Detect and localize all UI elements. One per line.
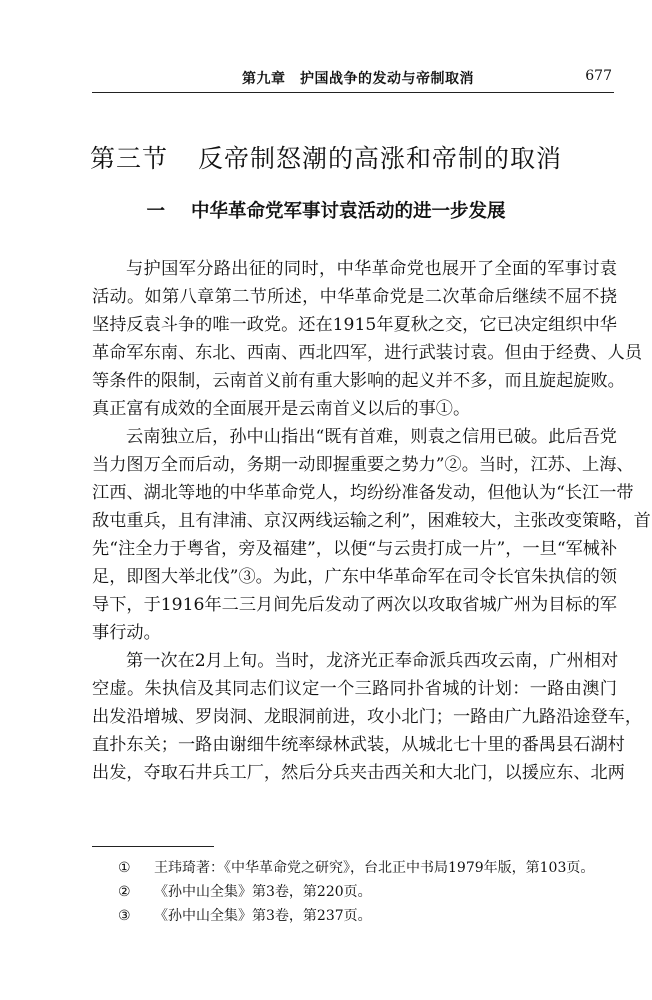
- body-line: 与护国军分路出征的同时，中华革命党也展开了全面的军事讨袁: [126, 259, 617, 279]
- running-head-chapter: 第九章 护国战争的发动与帝制取消: [242, 71, 474, 87]
- footnote-mark: ③: [118, 908, 131, 924]
- footnote: [118, 880, 594, 904]
- footnotes: [118, 856, 594, 928]
- body-line: 云南独立后，孙中山指出“既有首难，则袁之信用已破。此后吾党: [126, 427, 617, 447]
- body-text: [92, 255, 651, 787]
- section-number: 第三节: [89, 144, 168, 173]
- body-line: 出发沿增城、罗岗洞、龙眼洞前进，攻小北门；一路由广九路沿途登车，: [92, 707, 643, 727]
- section-title: [0, 139, 652, 175]
- subsection-title-text: 中华革命党军事讨袁活动的进一步发展: [191, 201, 506, 222]
- body-line: 革命军东南、东北、西南、西北四军，进行武装讨袁。但由于经费、人员: [92, 343, 643, 363]
- body-line: 真正富有成效的全面展开是云南首义以后的事①。: [92, 399, 471, 419]
- body-line: 空虚。朱执信及其同志们议定一个三路同扑省城的计划：一路由澳门: [92, 679, 617, 699]
- running-head: [92, 64, 612, 88]
- body-line: 足，即图大举北伐”③。为此，广东中华革命军在司令长官朱执信的领: [92, 567, 617, 587]
- body-line: 直扑东关；一路由谢细牛统率绿林武装，从城北七十里的番禺县石湖村: [92, 735, 625, 755]
- footnote-text: 王玮琦著：《中华革命党之研究》，台北正中书局1979年版，第103页。: [154, 860, 595, 876]
- footnote: [118, 904, 594, 928]
- footnote-mark: ②: [118, 884, 131, 900]
- body-line: 事行动。: [92, 623, 161, 643]
- section-title-text: 反帝制怒潮的高涨和帝制的取消: [198, 144, 563, 173]
- body-line: 当力图万全而后动，务期一动即握重要之势力”②。当时，江苏、上海、: [92, 455, 634, 475]
- body-line: 坚持反袁斗争的唯一政党。还在1915年夏秋之交，它已决定组织中华: [92, 315, 617, 335]
- body-line: 出发，夺取石井兵工厂，然后分兵夹击西关和大北门，以援应东、北两: [92, 763, 625, 783]
- footnote-rule: [92, 846, 214, 847]
- subsection-title: [0, 197, 652, 223]
- footnote: [118, 856, 594, 880]
- body-line: 先“注全力于粤省，旁及福建”，以便“与云贵打成一片”，一旦“军械补: [92, 539, 618, 559]
- body-line: 第一次在2月上旬。当时，龙济光正奉命派兵西攻云南，广州相对: [126, 651, 619, 671]
- footnote-text: 《孙中山全集》第3卷，第220页。: [154, 884, 372, 900]
- body-line: 敌屯重兵，且有津浦、京汉两线运输之利”，困难较大，主张改变策略，首: [92, 511, 651, 531]
- subsection-number: 一: [146, 201, 165, 222]
- header-rule: [92, 92, 614, 93]
- footnote-mark: ①: [118, 860, 131, 876]
- body-line: 等条件的限制，云南首义前有重大影响的起义并不多，而且旋起旋败。: [92, 371, 625, 391]
- page-number: 677: [585, 68, 612, 84]
- body-line: 导下，于1916年二三月间先后发动了两次以攻取省城广州为目标的军: [92, 595, 617, 615]
- body-line: 江西、湖北等地的中华革命党人，均纷纷准备发动，但他认为“长江一带: [92, 483, 634, 503]
- footnote-text: 《孙中山全集》第3卷，第237页。: [154, 908, 372, 924]
- body-line: 活动。如第八章第二节所述，中华革命党是二次革命后继续不屈不挠: [92, 287, 617, 307]
